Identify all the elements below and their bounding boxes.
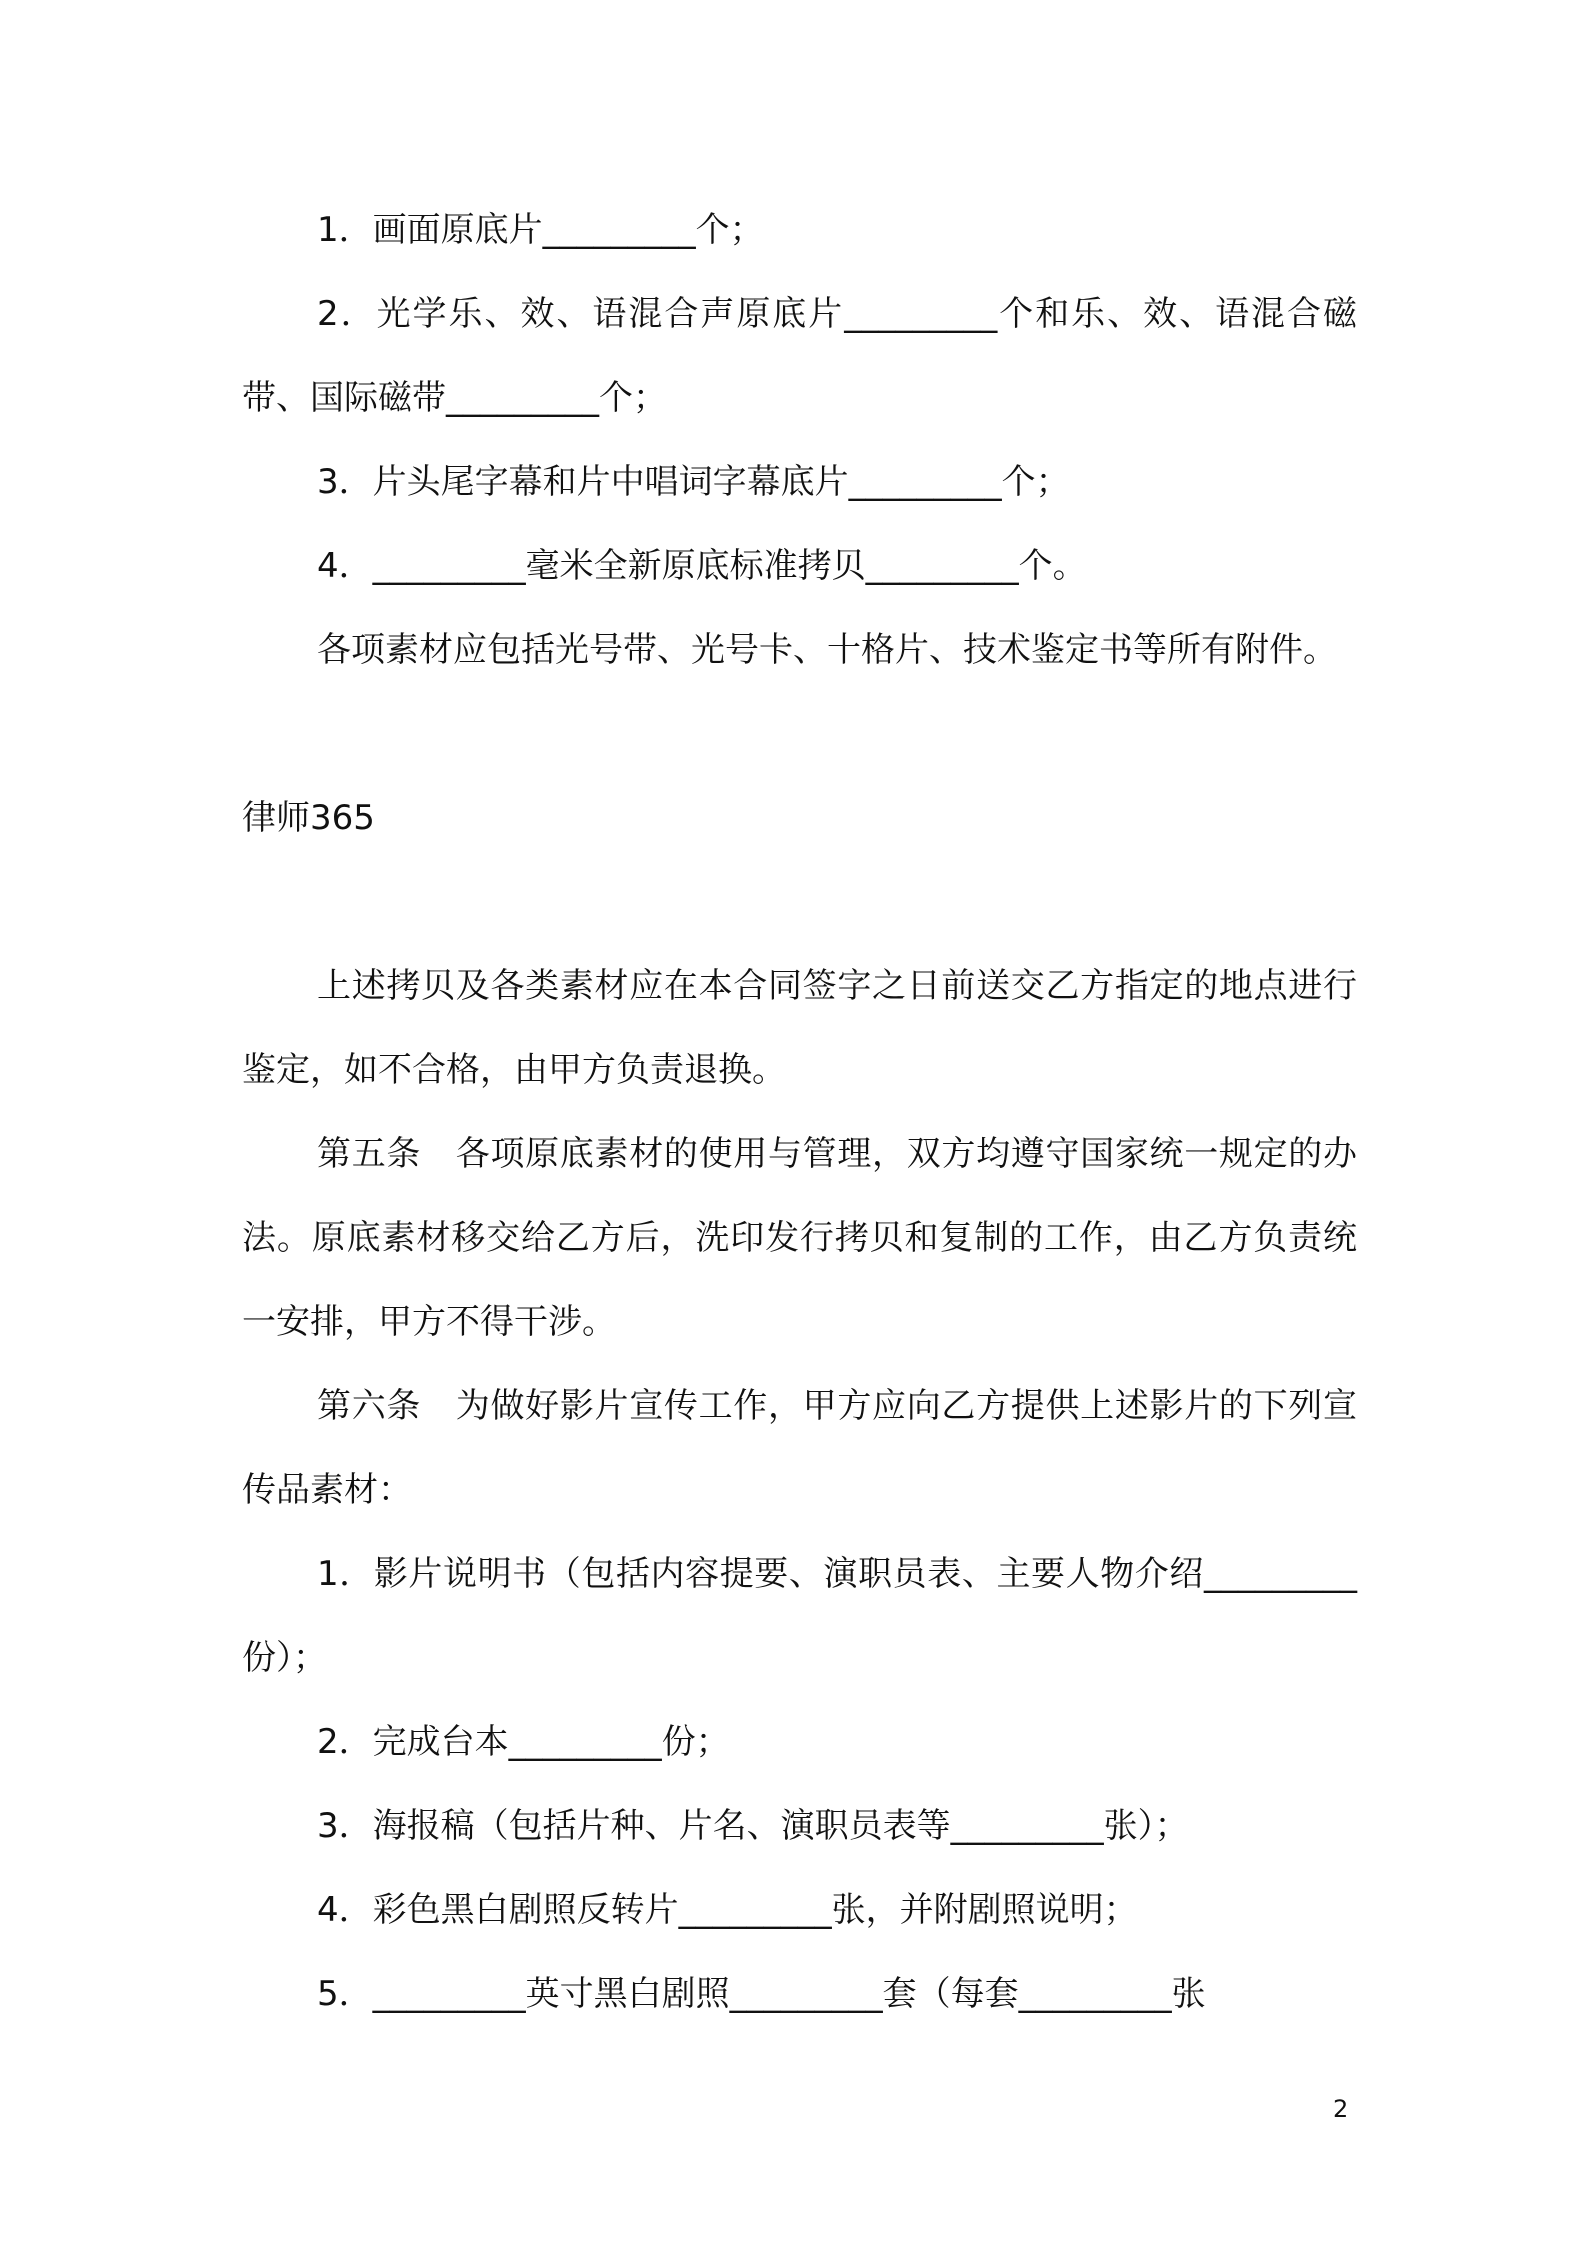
promo-item-4: 4．彩色黑白剧照反转片_________张，并附剧照说明； — [317, 1890, 1138, 1930]
materials-attachments-paragraph: 各项素材应包括光号带、光号卡、十格片、技术鉴定书等所有附件。 — [317, 630, 1337, 670]
watermark-text: 律师365 — [242, 798, 375, 838]
item-4-standard-copy: 4．_________毫米全新原底标准拷贝_________个。 — [317, 546, 1087, 586]
promo-item-2: 2．完成台本_________份； — [317, 1722, 730, 1762]
delivery-inspection-paragraph: 上述拷贝及各类素材应在本合同签字之日前送交乙方指定的地点进行鉴定，如不合格，由甲方负责退换。 — [242, 966, 1357, 1090]
article-5-paragraph: 第五条 各项原底素材的使用与管理，双方均遵守国家统一规定的办法。原底素材移交给乙方后，洗印发行拷贝和复制的工作，由乙方负责统一安排，甲方不得干涉。 — [242, 1134, 1357, 1342]
page-number: 2 — [1333, 2095, 1349, 2123]
item-1-original-negative: 1．画面原底片_________个； — [317, 210, 764, 250]
item-2-optical-sound-negative: 2．光学乐、效、语混合声原底片_________个和乐、效、语混合磁带、国际磁带_________个； — [242, 294, 1357, 418]
promo-item-3: 3．海报稿（包括片种、片名、演职员表等_________张）； — [317, 1806, 1189, 1846]
promo-item-5: 5．_________英寸黑白剧照_________套（每套_________张 — [317, 1974, 1206, 2014]
item-3-title-negative: 3．片头尾字幕和片中唱词字幕底片_________个； — [317, 462, 1070, 502]
promo-item-1: 1．影片说明书（包括内容提要、演职员表、主要人物介绍_________份）； — [242, 1554, 1357, 1678]
article-6-paragraph: 第六条 为做好影片宣传工作，甲方应向乙方提供上述影片的下列宣传品素材： — [242, 1386, 1357, 1510]
